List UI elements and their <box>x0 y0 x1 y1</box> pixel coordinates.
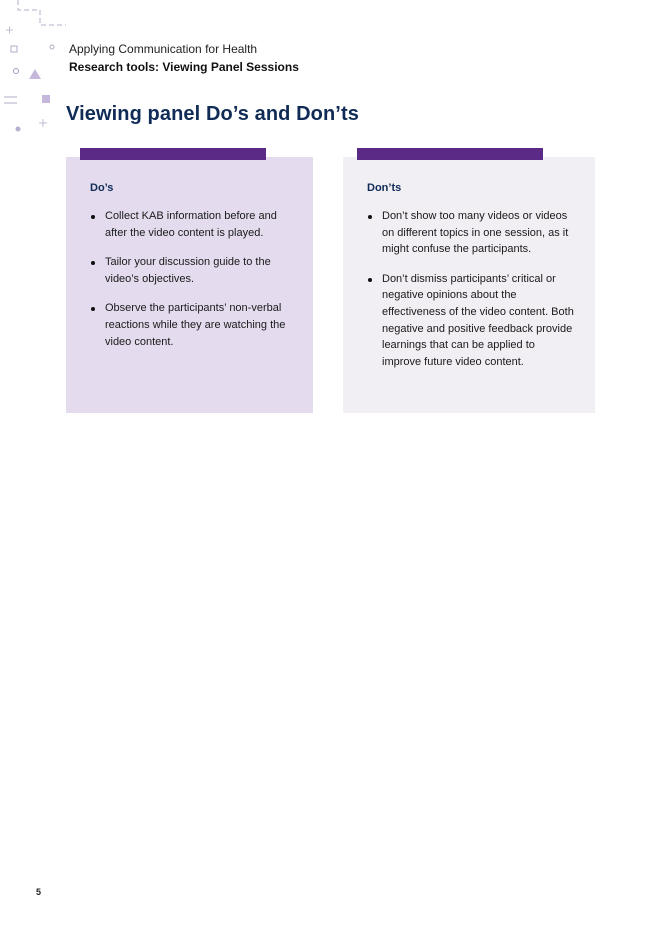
dos-heading: Do’s <box>90 182 114 194</box>
header-publication-title: Applying Communication for Health <box>69 42 258 56</box>
dos-card-accent-bar <box>80 148 266 160</box>
dos-card <box>66 157 313 413</box>
bullet-icon <box>91 307 95 311</box>
donts-item-text: Don’t show too many videos or videos on different topics in one session, as it might confuse the participants. <box>382 210 569 256</box>
page-number: 5 <box>36 887 42 897</box>
donts-card-accent-bar <box>357 148 543 160</box>
bullet-icon <box>91 215 95 219</box>
header-section-title: Research tools: Viewing Panel Sessions <box>69 60 299 74</box>
dos-list-item <box>90 208 295 241</box>
donts-heading: Don’ts <box>367 182 402 194</box>
donts-list <box>367 208 577 383</box>
dos-item-text: Collect KAB information before and after the video content is played. <box>105 210 277 239</box>
donts-item-text: Don’t dismiss participants’ critical or negative opinions about the effectiveness of the video content. Both negative and positive feedback provide learnings that can be applied to improve future video content. <box>382 272 574 368</box>
dos-item-text: Observe the participants’ non-verbal reactions while they are watching the video content. <box>105 302 286 348</box>
bullet-icon <box>368 278 372 282</box>
page-title: Viewing panel Do’s and Don’ts <box>66 103 359 125</box>
bullet-icon <box>91 261 95 265</box>
bullet-icon <box>368 215 372 219</box>
document-header <box>69 41 299 75</box>
donts-card <box>343 157 595 413</box>
donts-list-item <box>367 271 577 371</box>
donts-list-item <box>367 208 577 258</box>
decorative-shapes-graphic <box>0 0 70 140</box>
dos-list <box>90 208 295 363</box>
dos-list-item <box>90 254 295 287</box>
dos-list-item <box>90 300 295 350</box>
dos-item-text: Tailor your discussion guide to the video’s objectives. <box>105 256 271 285</box>
